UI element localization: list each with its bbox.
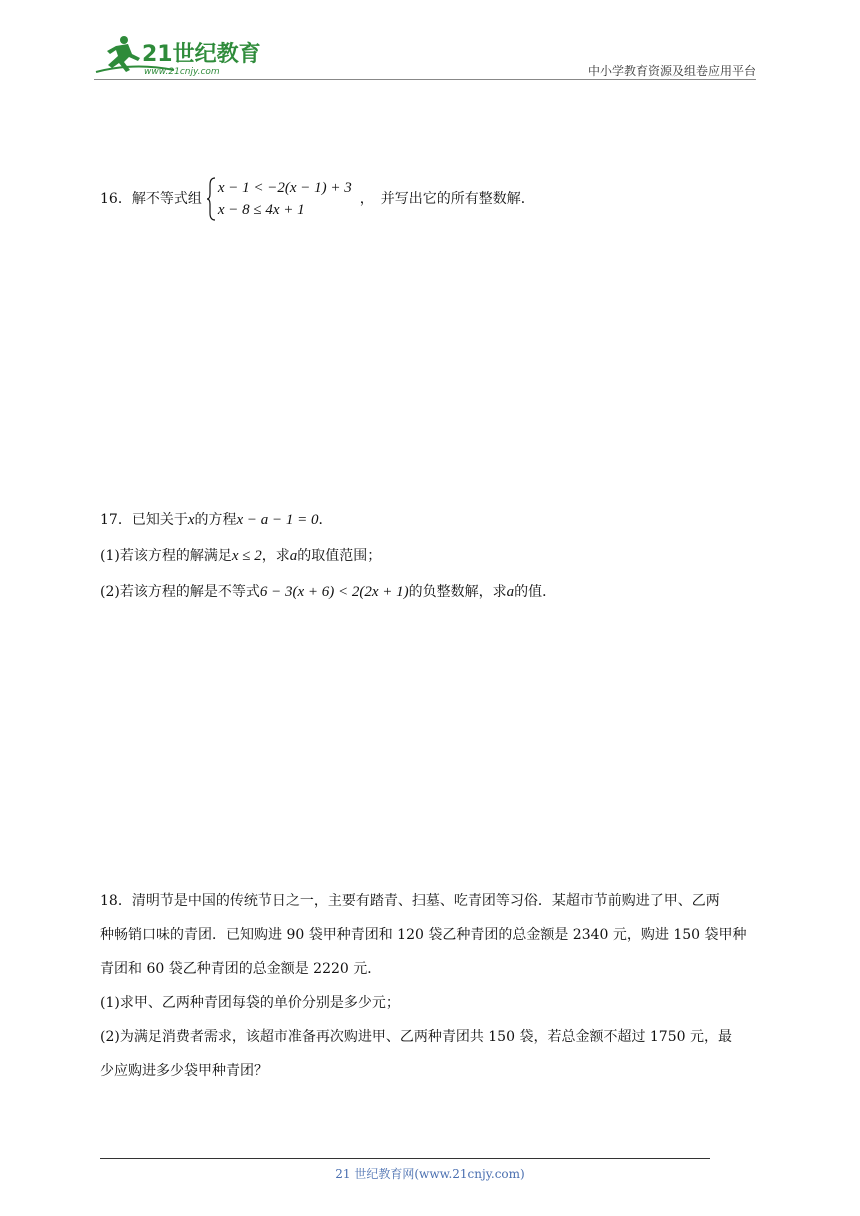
- q17-lead: 已知关于: [131, 512, 188, 528]
- q16-number: 16．: [100, 191, 132, 207]
- q18-line-3: 青团和 60 袋乙种青团的总金额是 2220 元．: [100, 961, 382, 977]
- q16-lead: 解不等式组: [131, 191, 202, 207]
- q18-line-1: 18．清明节是中国的传统节日之一，主要有踏青、扫墓、吃青团等习俗．某超市节前购进了甲、乙两: [100, 893, 720, 909]
- question-17-part-1: [100, 546, 381, 566]
- q18-line-5: (2)为满足消费者需求，该超市准备再次购进甲、乙两种青团共 150 袋，若总金额不超过 1750 元，最: [100, 1029, 732, 1045]
- q17-p2-lead: (2)若该方程的解是不等式: [100, 584, 260, 600]
- q17-p1-mid: ，求: [261, 548, 290, 564]
- system-line-1: x − 1 < −2(x − 1) + 3: [217, 180, 352, 196]
- inequality-system: [206, 177, 352, 221]
- question-17-part-2: [100, 582, 556, 602]
- header-divider: [94, 79, 756, 80]
- q17-p2-mid: 的负整数解，求: [408, 584, 507, 600]
- q17-number: 17．: [100, 512, 132, 528]
- q17-p2-tail: 的值．: [514, 584, 557, 600]
- site-logo: [94, 32, 264, 78]
- q17-end: ．: [318, 512, 333, 528]
- q18-line-4: (1)求甲、乙两种青团每袋的单价分别是多少元；: [100, 995, 400, 1011]
- q17-var-x: x: [187, 512, 195, 528]
- footer-site-link[interactable]: 21 世纪教育网(www.21cnjy.com): [335, 1167, 525, 1181]
- q17-p2-var: a: [506, 584, 515, 600]
- q17-p1-tail: 的取值范围；: [297, 548, 382, 564]
- q17-p1-var: a: [289, 548, 298, 564]
- q17-p1-cond: x ≤ 2: [231, 548, 262, 564]
- footer-divider: [100, 1158, 710, 1159]
- q16-tail: ， 并写出它的所有整数解．: [359, 191, 535, 207]
- q18-line-2: 种畅销口味的青团．已知购进 90 袋甲种青团和 120 袋乙种青团的总金额是 2340 元，购进 150 袋甲种: [100, 927, 747, 943]
- question-18: [100, 884, 764, 1088]
- left-brace-icon: [206, 177, 216, 221]
- system-line-2: x − 8 ≤ 4x + 1: [217, 202, 305, 218]
- question-16: [100, 177, 535, 221]
- q17-equation: x − a − 1 = 0: [236, 512, 319, 528]
- question-17: [100, 510, 333, 530]
- q17-p2-inequality: 6 − 3(x + 6) < 2(2x + 1): [259, 584, 409, 600]
- platform-label: 中小学教育资源及组卷应用平台: [587, 64, 756, 78]
- q17-mid: 的方程: [194, 512, 237, 528]
- q17-p1-lead: (1)若该方程的解满足: [100, 548, 232, 564]
- q18-line-6: 少应购进多少袋甲种青团？: [100, 1063, 268, 1079]
- logo-url: www.21cnjy.com: [144, 67, 220, 77]
- logo-text: 21世纪教育: [142, 42, 261, 67]
